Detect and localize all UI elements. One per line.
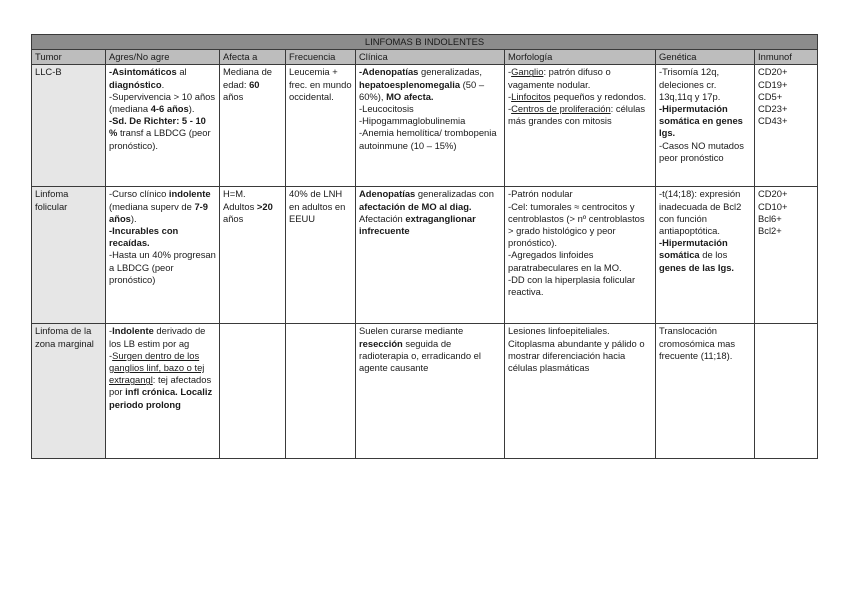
cell-line: [758, 188, 814, 200]
cell-line: [109, 91, 216, 115]
text-run: 7-9 años: [109, 200, 209, 224]
text-run: Suelen curarse mediante: [359, 325, 464, 337]
cell-line: [359, 188, 501, 237]
cell-line: [508, 274, 652, 298]
cell-line: [359, 66, 501, 103]
cell-line: [289, 188, 352, 225]
immunophenotype-cell: [755, 65, 818, 187]
cell-line: [758, 91, 814, 103]
text-run: -Anemia hemolítica/ trombopenia autoinmune (10 – 15%): [359, 127, 497, 151]
header-row: [32, 50, 818, 65]
text-run: Indolente: [112, 325, 154, 337]
immunophenotype-cell: [755, 187, 818, 324]
aggressiveness-cell: [106, 187, 220, 324]
text-run: CD43+: [758, 115, 788, 127]
frequency-cell: [286, 187, 356, 324]
text-run: derivado de los LB estim por ag: [109, 325, 206, 349]
cell-line: [508, 66, 652, 90]
text-run: pequeños y redondos.: [550, 90, 647, 102]
text-run: al: [176, 66, 187, 78]
tumor-cell: [32, 65, 106, 187]
affects-cell: [220, 187, 286, 324]
text-run: Bcl2+: [758, 225, 782, 237]
text-run: Linfoma folicular: [35, 188, 69, 212]
text-run: genes de las Igs.: [659, 261, 735, 273]
text-run: Leucemia + frec. en mundo occidental.: [289, 66, 352, 102]
text-run: CD20+: [758, 188, 788, 200]
text-run: LLC-B: [35, 66, 62, 78]
cell-line: [508, 188, 652, 200]
cell-line: [508, 201, 652, 250]
text-run: 4-6 años: [150, 103, 189, 115]
cell-line: [508, 249, 652, 273]
text-run: años: [223, 212, 244, 224]
text-run: -: [109, 349, 113, 361]
morphology-cell: [505, 65, 656, 187]
cell-line: [359, 127, 501, 151]
cell-line: [35, 188, 102, 212]
morphology-cell: [505, 324, 656, 459]
text-run: generalizadas con: [415, 188, 494, 200]
text-run: -Agregados linfoides paratrabeculares en la MO.: [508, 249, 622, 273]
cell-line: [35, 66, 102, 78]
table-title: LINFOMAS B INDOLENTES: [32, 35, 818, 50]
text-run: diagnóstico: [109, 78, 162, 90]
aggressiveness-cell: [106, 65, 220, 187]
cell-line: [223, 188, 282, 200]
text-run: Lesiones linfoepiteliales. Citoplasma abundante y pálido o mostrar diferenciación hacia células plasmáticas: [508, 325, 645, 374]
genetics-cell: [656, 324, 755, 459]
text-run: CD23+: [758, 103, 788, 115]
text-run: ).: [130, 212, 137, 224]
column-header: Genética: [656, 50, 755, 65]
cell-line: [659, 140, 751, 164]
aggressiveness-cell: [106, 324, 220, 459]
text-run: Surgen dentro de los ganglios linf, bazo o tej extragangl: [109, 349, 205, 386]
text-run: -Trisomía 12q, deleciones cr. 13q,11q y 17p.: [659, 66, 721, 102]
genetics-cell: [656, 65, 755, 187]
column-header: Afecta a: [220, 50, 286, 65]
text-run: CD20+: [758, 66, 788, 78]
cell-line: [109, 249, 216, 286]
cell-line: [508, 91, 652, 103]
clinical-cell: [356, 324, 505, 459]
text-run: -Patrón nodular: [508, 188, 573, 200]
text-run: Adultos: [223, 200, 257, 212]
text-run: (mediana superv de: [109, 200, 195, 212]
cell-line: [758, 225, 814, 237]
cell-line: [758, 79, 814, 91]
tumor-cell: [32, 187, 106, 324]
text-run: -: [508, 90, 512, 102]
text-run: -: [109, 325, 113, 337]
text-run: 40% de LNH en adultos en EEUU: [289, 188, 346, 224]
text-run: : células más grandes con mitosis: [508, 103, 646, 127]
morphology-cell: [505, 187, 656, 324]
text-run: CD10+: [758, 200, 788, 212]
genetics-cell: [656, 187, 755, 324]
cell-line: [223, 201, 282, 225]
column-header: Agres/No agre: [106, 50, 220, 65]
text-run: transf a LBDCG (peor pronóstico).: [109, 127, 211, 151]
text-run: -t(14;18): expresión inadecuada de Bcl2 con función antiapoptótica.: [659, 188, 742, 237]
text-run: afectación de MO al diag.: [359, 200, 472, 212]
text-run: -Hipermutación somática en genes Igs.: [659, 103, 743, 139]
text-run: CD5+: [758, 90, 783, 102]
cell-line: [109, 66, 216, 90]
text-run: hepatoesplenomegalia: [359, 78, 461, 90]
text-run: años: [223, 90, 244, 102]
text-run: extraganglionar infrecuente: [359, 212, 476, 237]
text-run: de los: [699, 249, 728, 261]
cell-line: [758, 213, 814, 225]
text-run: : patrón difuso o vagamente nodular.: [508, 66, 611, 90]
cell-line: [109, 350, 216, 411]
cell-line: [659, 66, 751, 103]
column-header: Clínica: [356, 50, 505, 65]
text-run: -Cel: tumorales ≈ centrocitos y centroblastos (> nº centroblastos > grado histológico y peor pronóstico).: [508, 200, 645, 249]
cell-line: [109, 225, 216, 249]
text-run: infl crónica. Localiz periodo prolong: [109, 386, 213, 410]
column-header: Inmunof: [755, 50, 818, 65]
cell-line: [758, 66, 814, 78]
text-run: 60: [249, 78, 260, 90]
text-run: H=M.: [223, 188, 246, 200]
text-run: Linfocitos: [511, 90, 551, 102]
text-run: Bcl6+: [758, 212, 782, 224]
text-run: MO afecta.: [386, 90, 434, 102]
text-run: -DD con la hiperplasia folicular reactiva.: [508, 273, 636, 298]
text-run: : tej afectados por: [109, 374, 212, 398]
text-run: -Hasta un 40% progresan a LBDCG (peor pronóstico): [109, 249, 216, 285]
row-llc-b: [32, 65, 818, 187]
cell-line: [289, 66, 352, 103]
cell-line: [508, 103, 652, 127]
cell-line: [35, 325, 102, 349]
cell-line: [109, 115, 216, 152]
text-run: CD19+: [758, 78, 788, 90]
text-run: >20: [256, 200, 273, 212]
text-run: -Hipermutación somática: [659, 237, 728, 261]
cell-line: [659, 325, 751, 362]
row-linfoma-folicular: [32, 187, 818, 324]
text-run: Adenopatías: [359, 188, 416, 200]
text-run: Mediana de edad:: [223, 66, 272, 90]
text-run: resección: [359, 337, 403, 349]
cell-line: [109, 188, 216, 225]
text-run: -: [508, 103, 512, 115]
cell-line: [359, 115, 501, 127]
text-run: -Supervivencia > 10 años (mediana: [109, 90, 216, 115]
column-header: Frecuencia: [286, 50, 356, 65]
cell-line: [223, 66, 282, 103]
text-run: -Curso clínico: [109, 188, 169, 200]
text-run: Translocación cromosómica mas frecuente (11;18).: [659, 325, 736, 361]
text-run: Afectación: [359, 212, 406, 224]
cell-line: [659, 237, 751, 274]
text-run: -Incurables con recaídas.: [109, 225, 179, 249]
clinical-cell: [356, 187, 505, 324]
cell-line: [758, 201, 814, 213]
text-run: -: [508, 66, 512, 78]
cell-line: [508, 325, 652, 374]
frequency-cell: [286, 65, 356, 187]
text-run: ).: [188, 103, 195, 115]
text-run: Centros de proliferación: [511, 103, 611, 115]
text-run: generalizadas,: [418, 66, 482, 78]
column-header: Morfología: [505, 50, 656, 65]
text-run: -Sd. De Richter: 5 - 10 %: [109, 115, 206, 139]
row-linfoma-zona-marginal: [32, 324, 818, 459]
affects-cell: [220, 324, 286, 459]
tumor-cell: [32, 324, 106, 459]
column-header: Tumor: [32, 50, 106, 65]
text-run: -Leucocitosis: [359, 103, 414, 115]
immunophenotype-cell: [755, 324, 818, 459]
clinical-cell: [356, 65, 505, 187]
text-run: Linfoma de la zona marginal: [35, 325, 94, 349]
cell-line: [109, 325, 216, 349]
frequency-cell: [286, 324, 356, 459]
text-run: indolente: [168, 188, 211, 200]
text-run: Ganglio: [511, 66, 544, 78]
cell-line: [758, 103, 814, 115]
text-run: -Casos NO mutados peor pronóstico: [659, 139, 744, 163]
cell-line: [659, 188, 751, 237]
text-run: -Asintomáticos: [109, 66, 177, 78]
text-run: (50 – 60%),: [359, 78, 485, 102]
text-run: seguida de radioterapia o, erradicando el agente causante: [359, 337, 481, 374]
text-run: -Adenopatías: [359, 66, 419, 78]
text-run: -Hipogammaglobulinemia: [359, 115, 466, 127]
lymphoma-table: [31, 34, 818, 459]
cell-line: [659, 103, 751, 140]
cell-line: [359, 103, 501, 115]
cell-line: [359, 325, 501, 374]
affects-cell: [220, 65, 286, 187]
cell-line: [758, 115, 814, 127]
text-run: .: [161, 78, 165, 90]
